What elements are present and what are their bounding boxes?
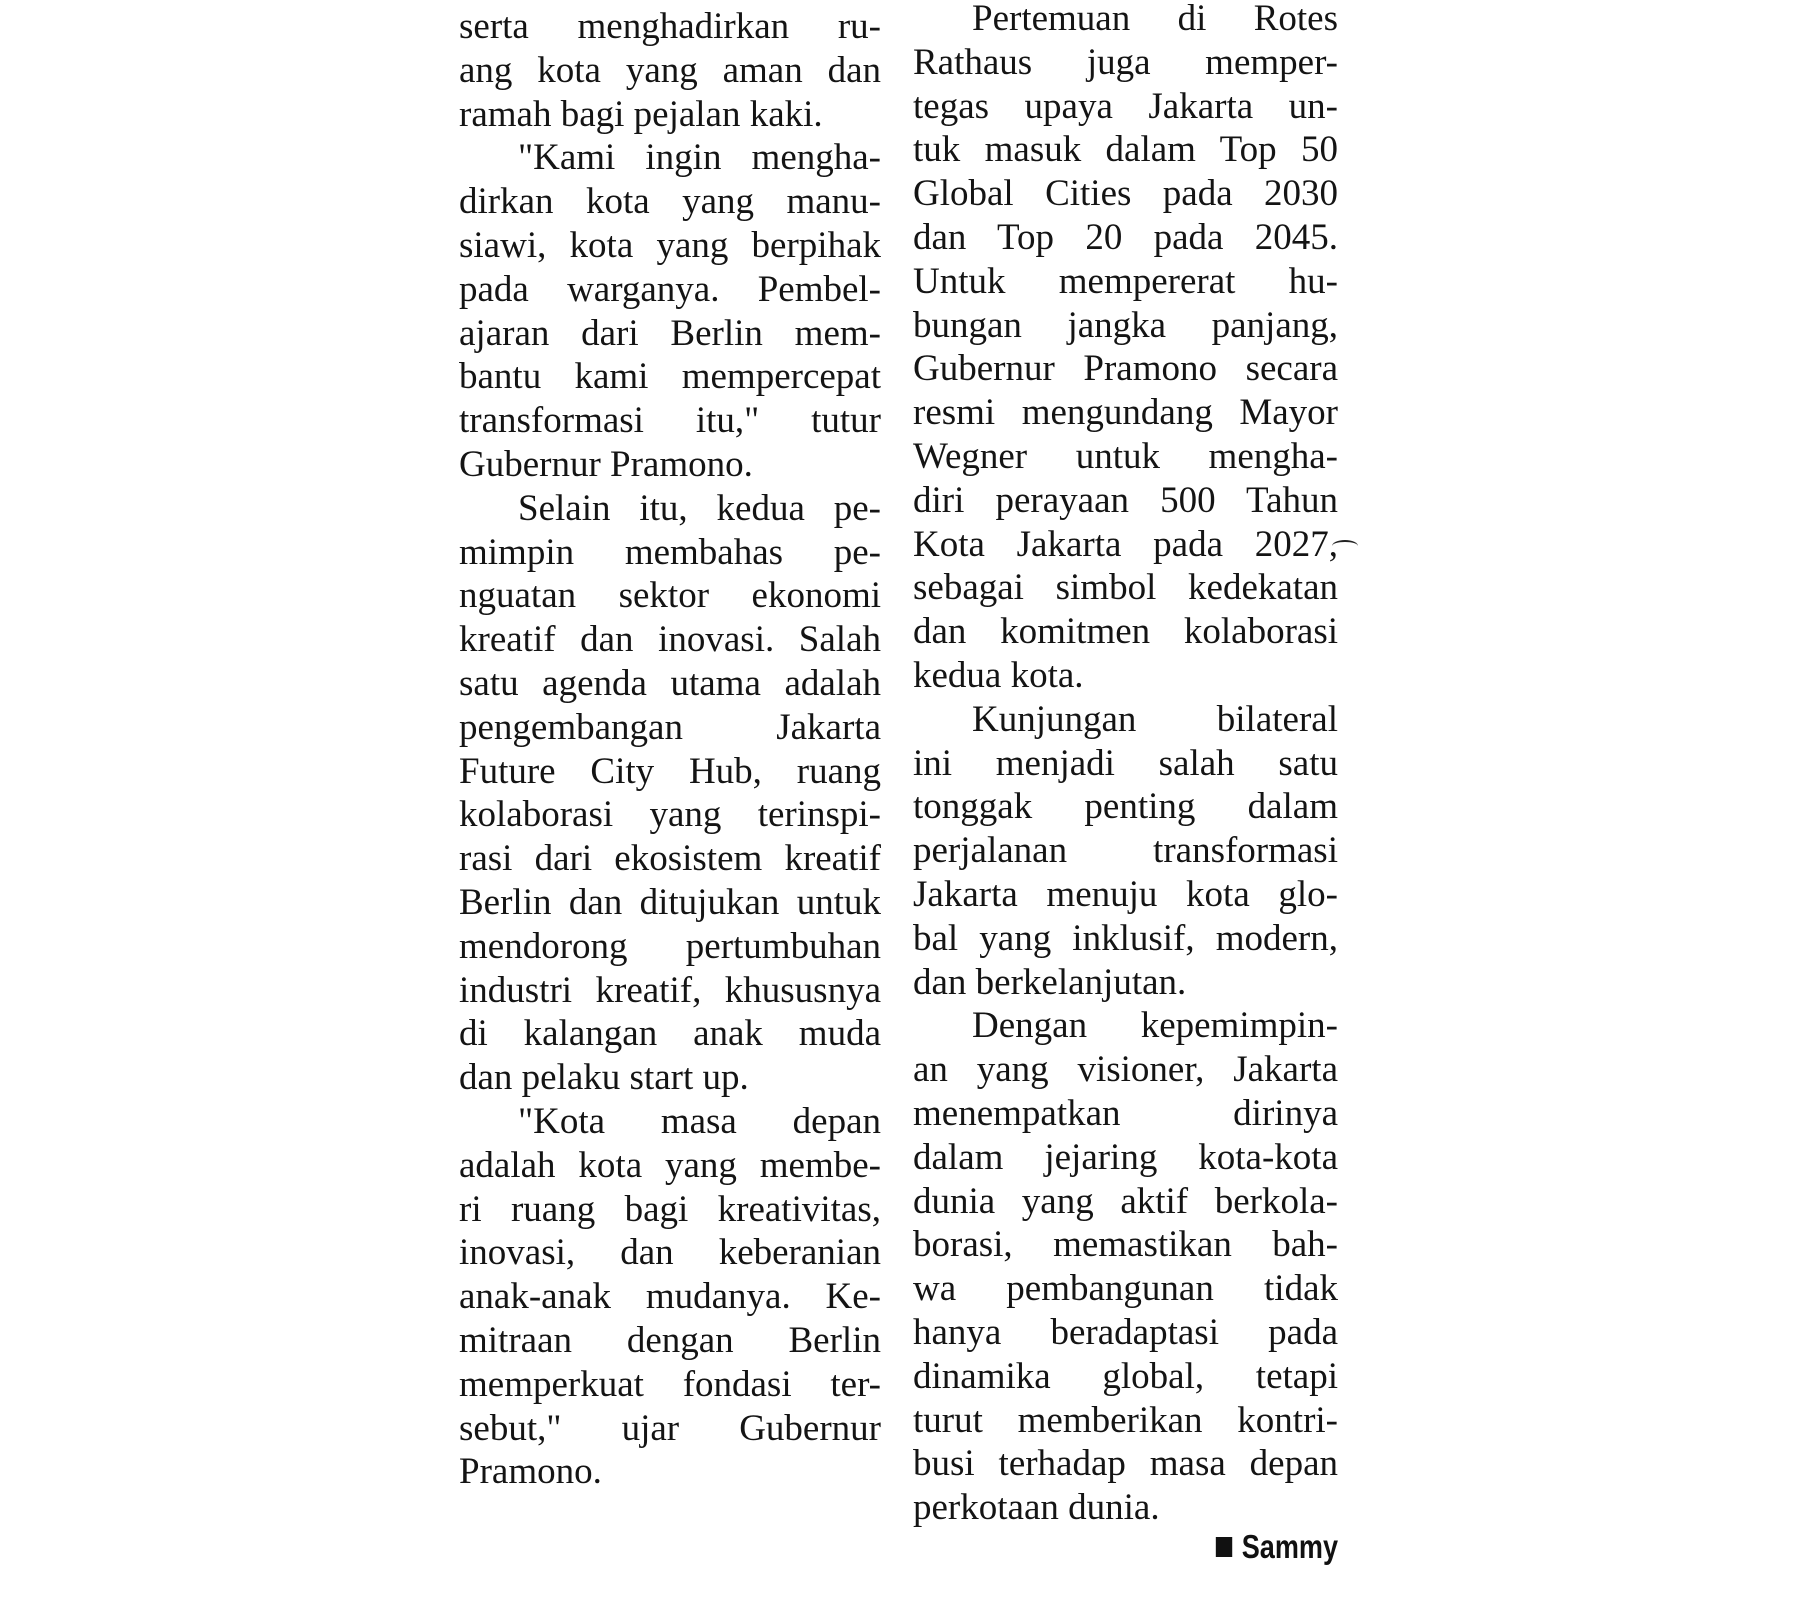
text-line: kreatif dan inovasi. Salah	[459, 619, 881, 661]
text-line: di kalangan anak muda	[459, 1013, 881, 1055]
text-line: mendorong pertumbuhan	[459, 925, 881, 967]
text-line: sebagai simbol kedekatan	[913, 567, 1338, 609]
text-line: dan berkelanjutan.	[913, 961, 1187, 1003]
text-line: Jakarta menuju kota glo-	[913, 873, 1338, 915]
text-line: busi terhadap masa depan	[913, 1443, 1338, 1485]
left-column	[459, 5, 881, 1494]
text-line: Global Cities pada 2030	[913, 173, 1338, 215]
text-line: kedua kota.	[913, 654, 1084, 696]
byline	[1192, 1528, 1338, 1566]
text-line: Wegner untuk mengha-	[913, 435, 1338, 477]
right-column	[913, 0, 1338, 1530]
text-line: dinamika global, tetapi	[913, 1355, 1338, 1397]
text-line: nguatan sektor ekonomi	[459, 575, 881, 617]
text-line: transformasi itu," tutur	[459, 400, 881, 442]
text-line: tegas upaya Jakarta un-	[913, 85, 1338, 127]
text-line: kolaborasi yang terinspi-	[459, 794, 881, 836]
black-square-icon	[1215, 1537, 1231, 1557]
paragraph	[913, 0, 1338, 698]
text-line: bungan jangka panjang,	[913, 304, 1338, 346]
text-line: bal yang inklusif, modern,	[913, 917, 1338, 959]
text-line: ang kota yang aman dan	[459, 49, 881, 91]
byline-author: Sammy	[1241, 1528, 1338, 1565]
text-line: dan pelaku start up.	[459, 1057, 749, 1099]
text-line: satu agenda utama adalah	[459, 662, 881, 704]
text-line: rasi dari ekosistem kreatif	[459, 838, 881, 880]
text-line: adalah kota yang membe-	[459, 1144, 881, 1186]
text-line: ramah bagi pejalan kaki.	[459, 93, 823, 135]
text-line: ri ruang bagi kreativitas,	[459, 1188, 881, 1230]
text-line: diri perayaan 500 Tahun	[913, 479, 1338, 521]
text-line: serta menghadirkan ru-	[459, 6, 881, 47]
text-line: perkotaan dunia.	[913, 1487, 1160, 1529]
text-line: anak-anak mudanya. Ke-	[459, 1276, 881, 1318]
text-line: wa pembangunan tidak	[913, 1268, 1338, 1310]
text-line: bantu kami mempercepat	[459, 356, 881, 398]
paragraph	[913, 698, 1338, 1005]
text-line: "Kami ingin mengha-	[518, 137, 881, 179]
text-line: tonggak penting dalam	[913, 786, 1338, 828]
text-line: menempatkan dirinya	[913, 1092, 1338, 1134]
text-line: perjalanan transformasi	[913, 830, 1338, 872]
text-line: ini menjadi salah satu	[913, 742, 1338, 784]
text-line: turut memberikan kontri-	[913, 1399, 1338, 1441]
text-line: inovasi, dan keberanian	[459, 1232, 881, 1274]
text-line: dirkan kota yang manu-	[459, 181, 881, 223]
text-line: Pramono.	[459, 1451, 602, 1493]
text-line: Kota Jakarta pada 2027,	[913, 523, 1338, 565]
text-line: an yang visioner, Jakarta	[913, 1049, 1338, 1091]
text-line: pengembangan Jakarta	[459, 706, 881, 748]
text-line: "Kota masa depan	[518, 1100, 881, 1142]
text-line: Rathaus juga memper-	[913, 41, 1338, 83]
text-line: siawi, kota yang berpihak	[459, 224, 881, 266]
text-line: dan Top 20 pada 2045.	[913, 216, 1338, 258]
paragraph	[913, 1004, 1338, 1530]
text-line: memperkuat fondasi ter-	[459, 1363, 881, 1405]
text-line: Selain itu, kedua pe-	[518, 487, 881, 529]
text-line: Berlin dan ditujukan untuk	[459, 881, 881, 923]
text-line: dan komitmen kolaborasi	[913, 611, 1338, 653]
text-line: Untuk mempererat hu-	[913, 260, 1338, 302]
text-line: tuk masuk dalam Top 50	[913, 129, 1338, 171]
text-line: industri kreatif, khususnya	[459, 969, 881, 1011]
text-line: dalam jejaring kota-kota	[913, 1136, 1338, 1178]
text-line: hanya beradaptasi pada	[913, 1311, 1338, 1353]
text-line: sebut," ujar Gubernur	[459, 1407, 881, 1449]
text-line: Gubernur Pramono secara	[913, 348, 1338, 390]
text-line: ajaran dari Berlin mem-	[459, 312, 881, 354]
text-line: mimpin membahas pe-	[459, 531, 881, 573]
text-line: dunia yang aktif berkola-	[913, 1180, 1338, 1222]
paragraph	[459, 1100, 881, 1494]
paragraph	[459, 5, 881, 136]
handwritten-mark	[1332, 540, 1358, 552]
text-line: borasi, memastikan bah-	[913, 1224, 1338, 1266]
text-line: resmi mengundang Mayor	[913, 392, 1338, 434]
text-line: Future City Hub, ruang	[459, 750, 881, 792]
text-line: Gubernur Pramono.	[459, 443, 753, 485]
text-line: Kunjungan bilateral	[972, 698, 1338, 740]
text-line: Dengan kepemimpin-	[972, 1005, 1338, 1047]
text-line: pada warganya. Pembel-	[459, 268, 881, 310]
paragraph	[459, 487, 881, 1100]
paragraph	[459, 136, 881, 486]
text-line: mitraan dengan Berlin	[459, 1319, 881, 1361]
text-line: Pertemuan di Rotes	[972, 0, 1338, 39]
